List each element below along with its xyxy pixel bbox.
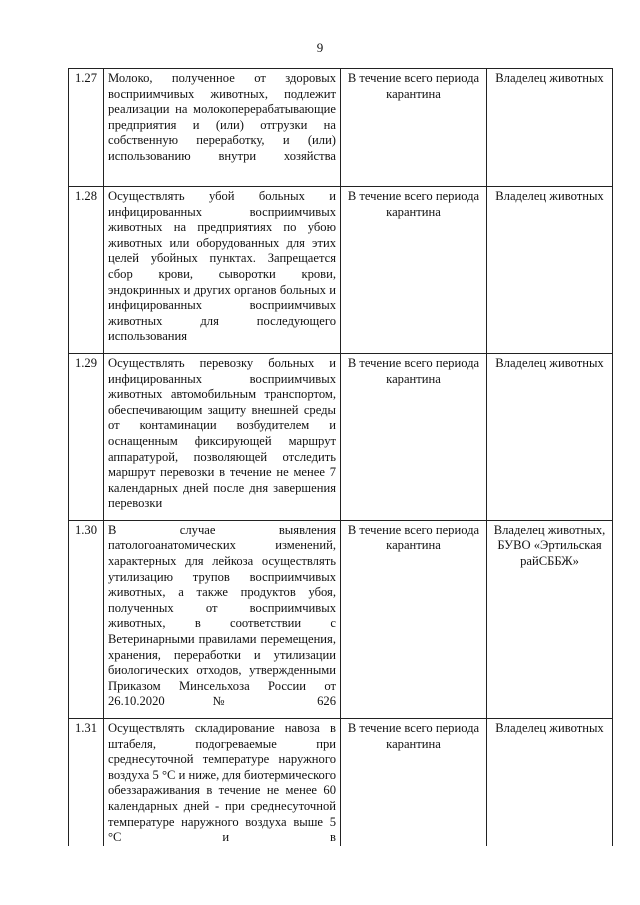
row-number: 1.31 <box>69 719 104 846</box>
responsible-text: Владелец животных <box>487 719 613 846</box>
table-row <box>69 719 613 846</box>
row-number: 1.29 <box>69 353 104 520</box>
responsible-text: Владелец животных <box>487 69 613 187</box>
measure-text: Осуществлять перевозку больных и инфицированных восприимчивых животных автомобильным транспортом, обеспечивающим защиту внешней среды от контаминации возбудителем и оснащенным фиксирующей маршрут аппаратурой, позволяющей отследить маршрут перевозки в течение не менее 7 календарных дней после дня завершения перевозки <box>104 353 341 520</box>
responsible-text: Владелец животных <box>487 187 613 354</box>
table-row <box>69 520 613 718</box>
term-text: В течение всего периода карантина <box>341 520 487 718</box>
term-text: В течение всего периода карантина <box>341 69 487 187</box>
row-number: 1.28 <box>69 187 104 354</box>
measure-text: Осуществлять убой больных и инфицированных восприимчивых животных на предприятиях по убою животных или оборудованных для этих целей убойных пунктах. Запрещается сбор крови, сыворотки крови, эндокринных и других органов больных и инфицированных восприимчивых животных для последующего использования <box>104 187 341 354</box>
term-text: В течение всего периода карантина <box>341 187 487 354</box>
page-number: 9 <box>316 40 324 55</box>
table-row <box>69 69 613 187</box>
table-row <box>69 187 613 354</box>
term-text: В течение всего периода карантина <box>341 719 487 846</box>
measure-text: Осуществлять складирование навоза в штабеля, подогреваемые при среднесуточной температуре наружного воздуха 5 °С и ниже, для биотермического обеззараживания в течение не менее 60 календарных дней - при среднесуточной температуре наружного воздуха выше 5 °С и в <box>104 719 341 846</box>
responsible-text: Владелец животных, БУВО «Эртильская райСББЖ» <box>487 520 613 718</box>
measure-text: Молоко, полученное от здоровых восприимчивых животных, подлежит реализации на молокоперерабатывающие предприятия и (или) отгрузки на собственную переработку, и (или) использованию внутри хозяйства <box>104 69 341 187</box>
quarantine-measures-table <box>68 68 613 846</box>
responsible-text: Владелец животных <box>487 353 613 520</box>
table-row <box>69 353 613 520</box>
row-number: 1.30 <box>69 520 104 718</box>
row-number: 1.27 <box>69 69 104 187</box>
term-text: В течение всего периода карантина <box>341 353 487 520</box>
measure-text: В случае выявления патологоанатомических изменений, характерных для лейкоза осуществлять утилизацию трупов восприимчивых животных, а также продуктов убоя, полученных от восприимчивых животных, в соответствии с Ветеринарными правилами перемещения, хранения, переработки и утилизации биологических отходов, утвержденными Приказом Минсельхоза России от 26.10.2020 № 626 <box>104 520 341 718</box>
